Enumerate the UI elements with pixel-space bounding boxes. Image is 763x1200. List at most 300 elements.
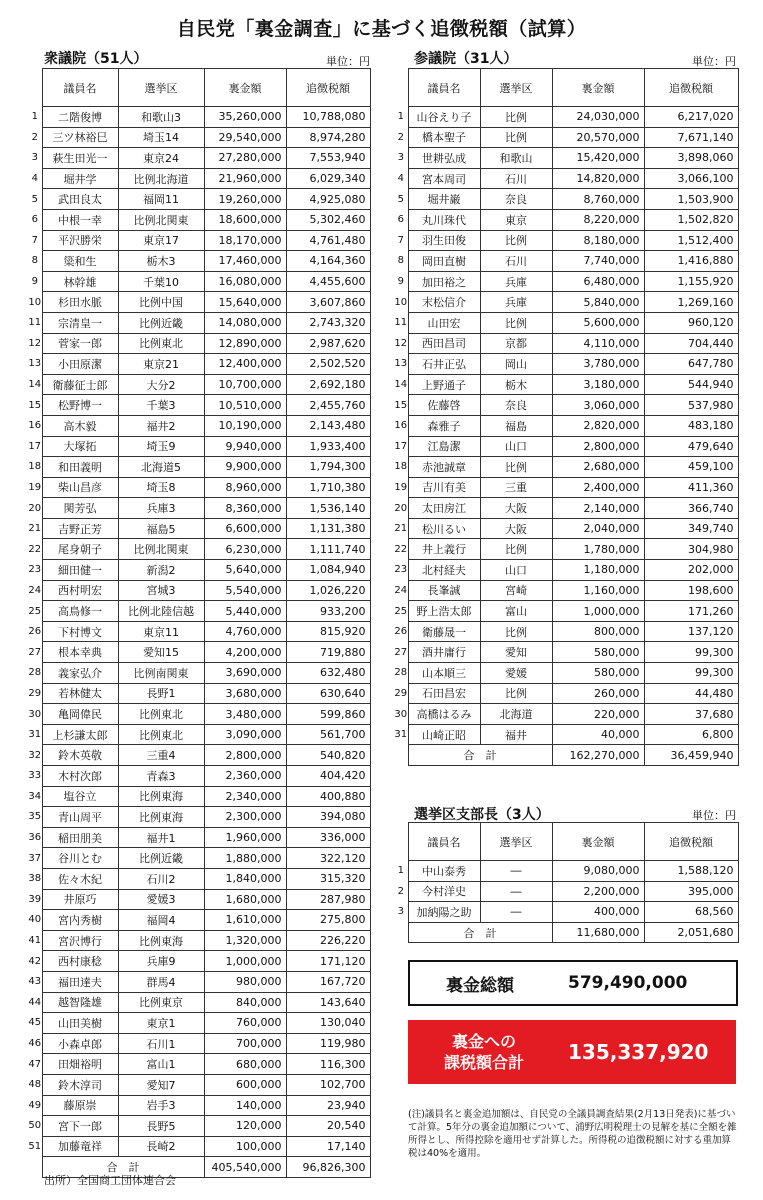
slush-amount: 3,060,000 <box>552 395 644 416</box>
district: 愛知 <box>480 642 552 663</box>
district: ― <box>480 881 552 902</box>
slush-amount: 9,900,000 <box>204 457 286 478</box>
table-row <box>394 663 738 684</box>
table-row <box>394 724 738 745</box>
tax-amount: 3,607,860 <box>286 292 370 313</box>
district: 石川2 <box>118 868 204 889</box>
district: 比例 <box>480 312 552 333</box>
branch-title: 選挙区支部長（3人） <box>414 807 550 823</box>
row-index: 5 <box>397 193 404 205</box>
slush-amount: 3,680,000 <box>204 683 286 704</box>
row-index: 10 <box>394 296 408 308</box>
district: 比例東海 <box>118 786 204 807</box>
header-index <box>394 69 408 107</box>
table-row <box>28 374 370 395</box>
member-name: 宮本周司 <box>408 168 480 189</box>
tax-amount: 6,800 <box>644 724 738 745</box>
table-row <box>394 457 738 478</box>
total-tax-box <box>408 1020 736 1084</box>
member-name: 北村経夫 <box>408 560 480 581</box>
tax-amount: 1,502,820 <box>644 209 738 230</box>
row-index: 50 <box>28 1120 42 1132</box>
row-index: 48 <box>28 1079 42 1091</box>
member-name: 義家弘介 <box>42 663 118 684</box>
row-index: 30 <box>28 708 42 720</box>
tax-amount: 37,680 <box>644 704 738 725</box>
row-index: 13 <box>28 358 42 370</box>
row-index: 31 <box>394 729 408 741</box>
district: 北海道5 <box>118 457 204 478</box>
district: 青森3 <box>118 766 204 787</box>
row-index: 32 <box>28 749 42 761</box>
tax-amount: 44,480 <box>644 683 738 704</box>
table-row <box>28 848 370 869</box>
header-tax: 追徴税額 <box>286 69 370 107</box>
tax-amount: 171,120 <box>286 951 370 972</box>
tax-amount: 704,440 <box>644 333 738 354</box>
total-tax-label-line2: 課税額合計 <box>444 1053 525 1072</box>
table-row <box>28 148 370 169</box>
slush-amount: 1,180,000 <box>552 560 644 581</box>
slush-amount: 3,090,000 <box>204 724 286 745</box>
member-name: 石田昌宏 <box>408 683 480 704</box>
table-row <box>28 807 370 828</box>
slush-amount: 2,800,000 <box>204 745 286 766</box>
tax-amount: 599,860 <box>286 704 370 725</box>
row-index: 16 <box>394 420 408 432</box>
row-index: 1 <box>31 111 38 123</box>
tax-amount: 1,588,120 <box>644 861 738 882</box>
row-index: 19 <box>394 481 408 493</box>
district: 石川 <box>480 168 552 189</box>
district: 宮城3 <box>118 580 204 601</box>
row-index: 20 <box>394 502 408 514</box>
lower-house-title: 衆議院（51人） <box>44 51 148 67</box>
table-row <box>394 415 738 436</box>
member-name: 谷川とむ <box>42 848 118 869</box>
tax-amount: 1,710,380 <box>286 477 370 498</box>
total-row <box>394 922 738 943</box>
upper-house-table <box>394 68 739 766</box>
slush-amount: 2,040,000 <box>552 518 644 539</box>
tax-amount: 119,980 <box>286 1033 370 1054</box>
member-name: 下村博文 <box>42 621 118 642</box>
tax-amount: 632,480 <box>286 663 370 684</box>
table-row <box>28 992 370 1013</box>
table-row <box>28 786 370 807</box>
lower-unit-label: 単位：円 <box>326 55 370 68</box>
table-row <box>28 704 370 725</box>
tax-amount: 1,111,740 <box>286 539 370 560</box>
slush-amount: 2,800,000 <box>552 436 644 457</box>
row-index: 35 <box>28 811 42 823</box>
slush-amount: 1,610,000 <box>204 910 286 931</box>
slush-amount: 18,170,000 <box>204 230 286 251</box>
row-index: 14 <box>394 379 408 391</box>
tax-amount: 540,820 <box>286 745 370 766</box>
table-row <box>394 861 738 882</box>
district: 比例北海道 <box>118 168 204 189</box>
table-row <box>394 601 738 622</box>
row-index: 22 <box>394 543 408 555</box>
slush-amount: 5,600,000 <box>552 312 644 333</box>
row-index: 45 <box>28 1017 42 1029</box>
slush-amount: 4,200,000 <box>204 642 286 663</box>
table-row <box>28 168 370 189</box>
row-index: 31 <box>28 729 42 741</box>
row-index: 15 <box>394 399 408 411</box>
member-name: 西村明宏 <box>42 580 118 601</box>
tax-amount: 1,416,880 <box>644 251 738 272</box>
row-index: 33 <box>28 770 42 782</box>
tax-amount: 315,320 <box>286 868 370 889</box>
slush-amount: 1,000,000 <box>204 951 286 972</box>
tax-amount: 322,120 <box>286 848 370 869</box>
tax-amount: 2,987,620 <box>286 333 370 354</box>
slush-amount: 760,000 <box>204 1013 286 1034</box>
slush-amount: 14,080,000 <box>204 312 286 333</box>
row-index: 21 <box>394 523 408 535</box>
row-index: 18 <box>394 461 408 473</box>
slush-amount: 8,360,000 <box>204 498 286 519</box>
member-name: 長峯誠 <box>408 580 480 601</box>
slush-amount: 3,690,000 <box>204 663 286 684</box>
district: 和歌山3 <box>118 107 204 128</box>
district: 奈良 <box>480 395 552 416</box>
table-row <box>28 518 370 539</box>
district: 岩手3 <box>118 1095 204 1116</box>
row-index: 2 <box>397 131 404 143</box>
slush-amount: 35,260,000 <box>204 107 286 128</box>
table-row <box>28 189 370 210</box>
row-index: 42 <box>28 955 42 967</box>
tax-amount: 99,300 <box>644 663 738 684</box>
member-name: 平沢勝栄 <box>42 230 118 251</box>
slush-amount: 5,640,000 <box>204 560 286 581</box>
district: 三重4 <box>118 745 204 766</box>
member-name: 青山周平 <box>42 807 118 828</box>
slush-amount: 260,000 <box>552 683 644 704</box>
lower-header-row <box>28 69 370 107</box>
row-index: 23 <box>394 564 408 576</box>
district: ― <box>480 861 552 882</box>
tax-amount: 102,700 <box>286 1074 370 1095</box>
header-index <box>28 69 42 107</box>
total-tax-amount: 36,459,940 <box>644 745 738 766</box>
member-name: 井上義行 <box>408 539 480 560</box>
upper-header-row <box>394 69 738 107</box>
tax-amount: 2,743,320 <box>286 312 370 333</box>
member-name: 山田宏 <box>408 312 480 333</box>
member-name: 野上浩太郎 <box>408 601 480 622</box>
member-name: 山谷えり子 <box>408 107 480 128</box>
table-row <box>28 683 370 704</box>
district: 福岡4 <box>118 910 204 931</box>
slush-amount: 2,200,000 <box>552 881 644 902</box>
row-index: 6 <box>31 214 38 226</box>
district: 福井1 <box>118 827 204 848</box>
table-row <box>394 881 738 902</box>
member-name: 細田健一 <box>42 560 118 581</box>
district: 比例東北 <box>118 724 204 745</box>
member-name: 吉野正芳 <box>42 518 118 539</box>
member-name: 江島潔 <box>408 436 480 457</box>
district: 大阪 <box>480 498 552 519</box>
row-index: 17 <box>28 440 42 452</box>
tax-amount: 336,000 <box>286 827 370 848</box>
tax-amount: 1,131,380 <box>286 518 370 539</box>
tax-amount: 1,536,140 <box>286 498 370 519</box>
slush-amount: 100,000 <box>204 1136 286 1157</box>
row-index: 37 <box>28 852 42 864</box>
row-index: 25 <box>394 605 408 617</box>
district: 福岡11 <box>118 189 204 210</box>
table-row <box>28 745 370 766</box>
slush-amount: 18,600,000 <box>204 209 286 230</box>
table-row <box>28 436 370 457</box>
tax-amount: 4,164,360 <box>286 251 370 272</box>
table-row <box>394 621 738 642</box>
district: 兵庫9 <box>118 951 204 972</box>
district: 京都 <box>480 333 552 354</box>
table-row <box>28 827 370 848</box>
row-index: 20 <box>28 502 42 514</box>
member-name: 加藤竜祥 <box>42 1136 118 1157</box>
row-index: 13 <box>394 358 408 370</box>
row-index: 7 <box>31 234 38 246</box>
table-row <box>394 209 738 230</box>
table-row <box>28 457 370 478</box>
source-credit: 出所）全国商工団体連合会 <box>44 1174 176 1187</box>
member-name: 森雅子 <box>408 415 480 436</box>
tax-amount: 404,420 <box>286 766 370 787</box>
member-name: 若林健太 <box>42 683 118 704</box>
table-row <box>394 230 738 251</box>
table-row <box>394 704 738 725</box>
row-index: 12 <box>394 337 408 349</box>
table-row <box>28 312 370 333</box>
header-district: 選挙区 <box>480 69 552 107</box>
row-index: 3 <box>397 152 404 164</box>
row-index: 21 <box>28 523 42 535</box>
district: ― <box>480 902 552 923</box>
table-row <box>28 951 370 972</box>
member-name: 今村洋史 <box>408 881 480 902</box>
table-row <box>28 477 370 498</box>
member-name: 二階俊博 <box>42 107 118 128</box>
table-row <box>28 333 370 354</box>
tax-amount: 20,540 <box>286 1116 370 1137</box>
member-name: 松野博一 <box>42 395 118 416</box>
slush-amount: 680,000 <box>204 1054 286 1075</box>
header-amount: 裏金額 <box>204 69 286 107</box>
district: 埼玉8 <box>118 477 204 498</box>
tax-amount: 1,084,940 <box>286 560 370 581</box>
table-row <box>394 683 738 704</box>
member-name: 小田原潔 <box>42 354 118 375</box>
total-amount-label: 裏金総額 <box>446 975 514 996</box>
member-name: 和田義明 <box>42 457 118 478</box>
district: 比例 <box>480 107 552 128</box>
tax-amount: 17,140 <box>286 1136 370 1157</box>
district: 富山1 <box>118 1054 204 1075</box>
row-index: 38 <box>28 873 42 885</box>
member-name: 世耕弘成 <box>408 148 480 169</box>
member-name: 宮沢博行 <box>42 930 118 951</box>
table-row <box>28 766 370 787</box>
row-index: 22 <box>28 543 42 555</box>
member-name: 堀井巌 <box>408 189 480 210</box>
row-index: 11 <box>394 317 408 329</box>
row-index: 5 <box>31 193 38 205</box>
slush-amount: 12,890,000 <box>204 333 286 354</box>
district: 奈良 <box>480 189 552 210</box>
district: 群馬4 <box>118 971 204 992</box>
district: 岡山 <box>480 354 552 375</box>
member-name: 三ツ林裕巳 <box>42 127 118 148</box>
row-index: 34 <box>28 790 42 802</box>
row-index: 28 <box>28 667 42 679</box>
row-index: 2 <box>397 885 404 897</box>
tax-amount: 400,880 <box>286 786 370 807</box>
table-row <box>394 251 738 272</box>
row-index: 3 <box>397 906 404 918</box>
district: 千葉10 <box>118 271 204 292</box>
member-name: 羽生田俊 <box>408 230 480 251</box>
district: 比例南関東 <box>118 663 204 684</box>
total-label: 合 計 <box>42 1157 204 1178</box>
row-index: 43 <box>28 976 42 988</box>
district: 比例東京 <box>118 992 204 1013</box>
district: 比例東海 <box>118 930 204 951</box>
slush-amount: 840,000 <box>204 992 286 1013</box>
table-row <box>394 518 738 539</box>
member-name: 武田良太 <box>42 189 118 210</box>
slush-amount: 1,960,000 <box>204 827 286 848</box>
member-name: 松川るい <box>408 518 480 539</box>
district: 愛媛 <box>480 663 552 684</box>
member-name: 田畑裕明 <box>42 1054 118 1075</box>
tax-amount: 6,217,020 <box>644 107 738 128</box>
row-index <box>28 1157 42 1178</box>
slush-amount: 1,000,000 <box>552 601 644 622</box>
member-name: 小森卓郎 <box>42 1033 118 1054</box>
row-index: 8 <box>397 255 404 267</box>
district: 比例近畿 <box>118 312 204 333</box>
table-row <box>28 209 370 230</box>
slush-amount: 120,000 <box>204 1116 286 1137</box>
member-name: 宗清皇一 <box>42 312 118 333</box>
member-name: 上野通子 <box>408 374 480 395</box>
table-row <box>394 902 738 923</box>
district: 長野5 <box>118 1116 204 1137</box>
slush-amount: 7,740,000 <box>552 251 644 272</box>
district: 山口 <box>480 560 552 581</box>
table-row <box>394 271 738 292</box>
member-name: 上杉謙太郎 <box>42 724 118 745</box>
tax-amount: 960,120 <box>644 312 738 333</box>
table-row <box>394 168 738 189</box>
slush-amount: 24,030,000 <box>552 107 644 128</box>
district: 栃木 <box>480 374 552 395</box>
row-index: 8 <box>31 255 38 267</box>
upper-house-title: 参議院（31人） <box>414 51 518 67</box>
upper-unit-label: 単位：円 <box>692 55 736 68</box>
district: 富山 <box>480 601 552 622</box>
tax-amount: 7,671,140 <box>644 127 738 148</box>
member-name: 鈴木英敬 <box>42 745 118 766</box>
slush-amount: 8,220,000 <box>552 209 644 230</box>
slush-amount: 8,760,000 <box>552 189 644 210</box>
tax-amount: 116,300 <box>286 1054 370 1075</box>
district: 比例北陸信越 <box>118 601 204 622</box>
member-name: 高橋はるみ <box>408 704 480 725</box>
district: 兵庫3 <box>118 498 204 519</box>
member-name: 佐々木紀 <box>42 868 118 889</box>
slush-amount: 580,000 <box>552 642 644 663</box>
header-district: 選挙区 <box>480 823 552 861</box>
table-row <box>394 127 738 148</box>
district: 長野1 <box>118 683 204 704</box>
tax-amount: 483,180 <box>644 415 738 436</box>
slush-amount: 700,000 <box>204 1033 286 1054</box>
member-name: 衛藤晟一 <box>408 621 480 642</box>
table-row <box>28 127 370 148</box>
tax-amount: 5,302,460 <box>286 209 370 230</box>
table-row <box>28 395 370 416</box>
header-name: 議員名 <box>408 69 480 107</box>
table-row <box>28 1074 370 1095</box>
member-name: 大塚拓 <box>42 436 118 457</box>
slush-amount: 2,340,000 <box>204 786 286 807</box>
tax-amount: 1,155,920 <box>644 271 738 292</box>
tax-amount: 1,503,900 <box>644 189 738 210</box>
slush-amount: 15,420,000 <box>552 148 644 169</box>
slush-amount: 1,160,000 <box>552 580 644 601</box>
slush-amount: 17,460,000 <box>204 251 286 272</box>
district: 大分2 <box>118 374 204 395</box>
district: 東京11 <box>118 621 204 642</box>
district: 兵庫 <box>480 271 552 292</box>
row-index: 16 <box>28 420 42 432</box>
slush-amount: 10,700,000 <box>204 374 286 395</box>
tax-amount: 7,553,940 <box>286 148 370 169</box>
table-row <box>28 621 370 642</box>
slush-amount: 2,820,000 <box>552 415 644 436</box>
district: 千葉3 <box>118 395 204 416</box>
member-name: 関芳弘 <box>42 498 118 519</box>
row-index <box>394 745 408 766</box>
district: 愛知7 <box>118 1074 204 1095</box>
row-index: 24 <box>28 584 42 596</box>
slush-amount: 1,840,000 <box>204 868 286 889</box>
district: 愛媛3 <box>118 889 204 910</box>
table-row <box>394 107 738 128</box>
slush-amount: 2,680,000 <box>552 457 644 478</box>
slush-amount: 15,640,000 <box>204 292 286 313</box>
slush-amount: 2,140,000 <box>552 498 644 519</box>
row-index: 26 <box>394 626 408 638</box>
table-row <box>28 1033 370 1054</box>
table-row <box>28 580 370 601</box>
district: 兵庫 <box>480 292 552 313</box>
member-name: 橋本聖子 <box>408 127 480 148</box>
slush-amount: 6,230,000 <box>204 539 286 560</box>
row-index: 23 <box>28 564 42 576</box>
header-amount: 裏金額 <box>552 69 644 107</box>
total-slush-amount: 405,540,000 <box>204 1157 286 1178</box>
table-row <box>394 395 738 416</box>
